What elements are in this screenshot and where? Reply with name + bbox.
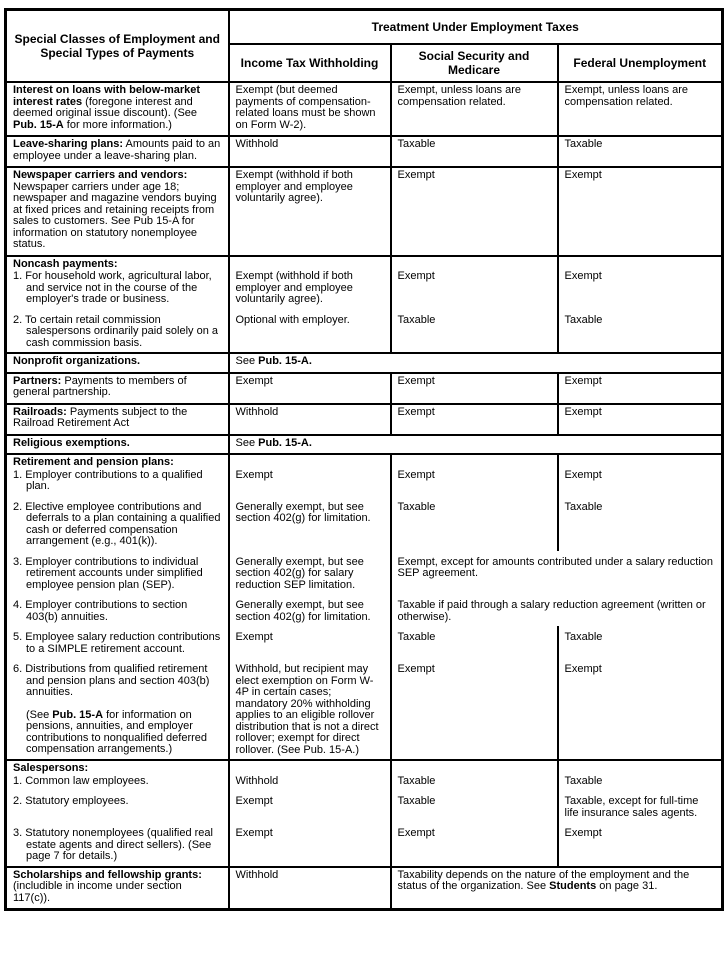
- treatment-cell: Taxable, except for full-time life insurance sales agents.: [558, 790, 723, 822]
- retirement-and-pension-plans-row-4: [6, 594, 723, 626]
- treatment-cell: Withhold, but recipient may elect exemption on Form W-4P in certain cases; mandatory 20% withholding applies to an eligible rollover distribution that is not a direct rollover; exempt for direct rollover. (See Pub. 15-A.): [229, 658, 391, 760]
- treatment-cell: [229, 454, 391, 469]
- treatment-cell: Optional with employer.: [229, 309, 391, 354]
- nonprofit-organizations-row: [6, 353, 723, 373]
- noncash-payments-row-1: [6, 270, 723, 309]
- treatment-cell: Exempt: [391, 822, 558, 867]
- numbered-item-label: 1. For household work, agricultural labor, and service not in the course of the employer's trade or business.: [13, 270, 212, 305]
- bold-text: Pub. 15-A.: [258, 436, 312, 449]
- treatment-cell: Generally exempt, but see section 402(g) for limitation.: [229, 594, 391, 626]
- salespersons-label-cell: [6, 775, 229, 791]
- treatment-cell: Taxable: [558, 496, 723, 551]
- numbered-item-label: 1. Common law employees.: [13, 774, 149, 787]
- numbered-item-label: 2. Elective employee contributions and deferrals to a plan containing a qualified cash or deferred compensation arrangement (e.g., 401(k)).: [13, 500, 221, 547]
- treatment-cell: Exempt: [391, 167, 558, 256]
- row-label: Newspaper carriers and vendors: Newspaper carriers under age 18; newspaper and magazine vendors buying at fixed prices and retaining receipts from sales to customers. See Pub 15-A for information on statutory nonemployee status.: [13, 169, 217, 250]
- interest-on-loans-label-cell: [6, 82, 229, 136]
- row-label: [13, 438, 222, 450]
- treatment-cell: Exempt: [558, 822, 723, 867]
- group-header-label: Noncash payments:: [13, 257, 118, 270]
- numbered-item-label: 4. Employer contributions to section 403(b) annuities.: [13, 599, 188, 623]
- noncash-payments-row-2: [6, 309, 723, 354]
- treatment-cell: Taxable: [391, 790, 558, 822]
- treatment-cell: [558, 454, 723, 469]
- numbered-item-label: 2. To certain retail commission salespersons ordinarily paid solely on a cash commission basis.: [13, 313, 218, 349]
- nonprofit-organizations-label-cell: [6, 353, 229, 373]
- treatment-cell: Generally exempt, but see section 402(g) for salary reduction SEP limitation.: [229, 551, 391, 595]
- numbered-item-label: 5. Employee salary reduction contributions to a SIMPLE retirement account.: [13, 631, 221, 655]
- noncash-payments-row-0: [6, 256, 723, 271]
- treatment-cell: Withhold: [229, 136, 391, 167]
- railroads-row: [6, 404, 723, 435]
- treatment-cell: Withhold: [229, 404, 391, 435]
- treatment-cell: Exempt: [391, 404, 558, 435]
- retirement-and-pension-plans-row-5: [6, 626, 723, 658]
- treatment-cell: See Pub. 15-A.: [229, 435, 723, 455]
- treatment-cell: [391, 256, 558, 271]
- retirement-and-pension-plans-label-cell: [6, 594, 229, 626]
- bold-text: Pub. 15-A: [13, 118, 64, 131]
- salespersons-row-0: [6, 760, 723, 775]
- treatment-cell: Exempt, except for amounts contributed under a salary reduction SEP agreement.: [391, 551, 723, 595]
- table-header: [6, 10, 723, 83]
- row-label: Interest on loans with below-market interest rates (foregone interest and deemed original issue discount). (See Pub. 15-A for more information.): [13, 84, 201, 131]
- retirement-and-pension-plans-row-3: [6, 551, 723, 595]
- salespersons-label-cell: [6, 790, 229, 822]
- treatment-cell: Exempt: [391, 469, 558, 496]
- treatment-cell: Exempt: [229, 469, 391, 496]
- salespersons-row-2: [6, 790, 723, 822]
- bold-text: Newspaper carriers and vendors:: [13, 169, 188, 181]
- group-header-label: Salespersons:: [13, 762, 89, 774]
- bold-text: Partners:: [13, 374, 62, 387]
- treatment-cell: Exempt: [391, 373, 558, 404]
- treatment-cell: Exempt: [558, 270, 723, 309]
- treatment-cell: Taxable: [391, 775, 558, 791]
- treatment-cell: [558, 256, 723, 271]
- treatment-cell: Taxable: [558, 136, 723, 167]
- bold-text: Scholarships and fellowship grants:: [13, 868, 202, 881]
- leave-sharing-plans-row: [6, 136, 723, 167]
- salespersons-row-3: [6, 822, 723, 867]
- treatment-cell: Taxable: [391, 626, 558, 658]
- treatment-cell: Taxability depends on the nature of the employment and the status of the organization. See Students on page 31.: [391, 867, 723, 910]
- bold-text: Interest on loans with below-market interest rates: [13, 84, 201, 108]
- treatment-cell: [229, 760, 391, 775]
- retirement-and-pension-plans-label-cell: [6, 454, 229, 469]
- retirement-and-pension-plans-label-cell: [6, 626, 229, 658]
- treatment-cell: Withhold: [229, 775, 391, 791]
- col-header-treatment-under-employment-taxes: Treatment Under Employment Taxes: [229, 10, 723, 45]
- salespersons-row-1: [6, 775, 723, 791]
- bold-text: Leave-sharing plans:: [13, 138, 124, 150]
- treatment-cell: Exempt: [558, 167, 723, 256]
- retirement-and-pension-plans-label-cell: [6, 469, 229, 496]
- scholarships-and-fellowship-grants-label-cell: [6, 867, 229, 910]
- treatment-cell: Exempt (but deemed payments of compensation-related loans must be shown on Form W-2).: [229, 82, 391, 136]
- treatment-cell: Exempt: [558, 404, 723, 435]
- retirement-and-pension-plans-row-6: [6, 658, 723, 760]
- salespersons-label-cell: [6, 760, 229, 775]
- railroads-label-cell: [6, 404, 229, 435]
- retirement-and-pension-plans-label-cell: [6, 658, 229, 760]
- col-header-social-security-medicare: Social Security and Medicare: [391, 44, 558, 82]
- newspaper-carriers-and-vendors-row: [6, 167, 723, 256]
- partners-row: [6, 373, 723, 404]
- col-header-special-classes: Special Classes of Employment and Special Types of Payments: [6, 10, 229, 83]
- col-header-federal-unemployment: Federal Unemployment: [558, 44, 723, 82]
- bold-text: Students: [549, 880, 597, 892]
- noncash-payments-label-cell: [6, 270, 229, 309]
- treatment-cell: Taxable: [558, 626, 723, 658]
- retirement-and-pension-plans-row-0: [6, 454, 723, 469]
- row-label: Leave-sharing plans: Amounts paid to an employee under a leave-sharing plan.: [13, 138, 221, 162]
- scholarships-and-fellowship-grants-row: [6, 867, 723, 910]
- treatment-cell: Exempt: [558, 469, 723, 496]
- col-header-income-tax-withholding: Income Tax Withholding: [229, 44, 391, 82]
- treatment-cell: See Pub. 15-A.: [229, 353, 723, 373]
- retirement-and-pension-plans-label-cell: [6, 551, 229, 595]
- treatment-cell: [391, 454, 558, 469]
- employment-tax-treatment-table: [4, 8, 724, 911]
- treatment-cell: Exempt (withhold if both employer and employee voluntarily agree).: [229, 167, 391, 256]
- treatment-cell: Exempt: [229, 790, 391, 822]
- newspaper-carriers-and-vendors-label-cell: [6, 167, 229, 256]
- treatment-cell: [229, 256, 391, 271]
- numbered-item-label: 1. Employer contributions to a qualified plan.: [13, 468, 203, 492]
- treatment-cell: Exempt, unless loans are compensation related.: [558, 82, 723, 136]
- numbered-item-label: 3. Employer contributions to individual retirement accounts under simplified employee pension plan (SEP).: [13, 555, 203, 591]
- bold-text: Railroads:: [13, 405, 67, 418]
- treatment-cell: [391, 760, 558, 775]
- treatment-cell: Taxable: [391, 309, 558, 354]
- retirement-and-pension-plans-row-2: [6, 496, 723, 551]
- treatment-cell: Taxable: [558, 775, 723, 791]
- treatment-cell: Exempt (withhold if both employer and employee voluntarily agree).: [229, 270, 391, 309]
- treatment-cell: Withhold: [229, 867, 391, 910]
- table-body: [6, 82, 723, 910]
- treatment-cell: Exempt: [229, 626, 391, 658]
- treatment-cell: [558, 760, 723, 775]
- leave-sharing-plans-label-cell: [6, 136, 229, 167]
- bold-text: Pub. 15-A: [52, 708, 104, 721]
- religious-exemptions-label-cell: [6, 435, 229, 455]
- retirement-and-pension-plans-label-cell: [6, 496, 229, 551]
- treatment-cell: Taxable: [391, 496, 558, 551]
- partners-label-cell: [6, 373, 229, 404]
- treatment-cell: Taxable if paid through a salary reduction agreement (written or otherwise).: [391, 594, 723, 626]
- interest-on-loans-row: [6, 82, 723, 136]
- treatment-cell: Taxable: [558, 309, 723, 354]
- religious-exemptions-row: [6, 435, 723, 455]
- treatment-cell: Exempt: [391, 270, 558, 309]
- treatment-cell: Exempt: [558, 373, 723, 404]
- bold-text: Religious exemptions.: [13, 436, 130, 449]
- group-header-label: Retirement and pension plans:: [13, 456, 174, 468]
- row-label: Scholarships and fellowship grants: (includible in income under section 117(c)).: [13, 868, 202, 904]
- row-label: [13, 356, 222, 368]
- retirement-and-pension-plans-row-1: [6, 469, 723, 496]
- treatment-cell: Exempt: [229, 822, 391, 867]
- treatment-cell: Generally exempt, but see section 402(g) for limitation.: [229, 496, 391, 551]
- numbered-item-label: 6. Distributions from qualified retirement and pension plans and section 403(b) annuities.: [13, 663, 210, 698]
- treatment-cell: Exempt: [229, 373, 391, 404]
- numbered-item-label: 3. Statutory nonemployees (qualified real estate agents and direct sellers). (See page 7 for details.): [13, 827, 213, 862]
- treatment-cell: Exempt: [558, 658, 723, 760]
- numbered-item-label: 2. Statutory employees.: [13, 795, 129, 807]
- row-label: Railroads: Payments subject to the Railroad Retirement Act: [13, 405, 188, 429]
- noncash-payments-label-cell: [6, 256, 229, 271]
- treatment-cell: Taxable: [391, 136, 558, 167]
- bold-text: Nonprofit organizations.: [13, 355, 141, 367]
- salespersons-label-cell: [6, 822, 229, 867]
- row-label-note: (See Pub. 15-A for information on pensions, annuities, and employer contributions to nonqualified deferred compensation arrangements.): [26, 708, 208, 755]
- row-label: Partners: Payments to members of general partnership.: [13, 374, 187, 398]
- noncash-payments-label-cell: [6, 309, 229, 354]
- treatment-cell: Exempt: [391, 658, 558, 760]
- treatment-cell: Exempt, unless loans are compensation related.: [391, 82, 558, 136]
- bold-text: Pub. 15-A.: [258, 355, 312, 367]
